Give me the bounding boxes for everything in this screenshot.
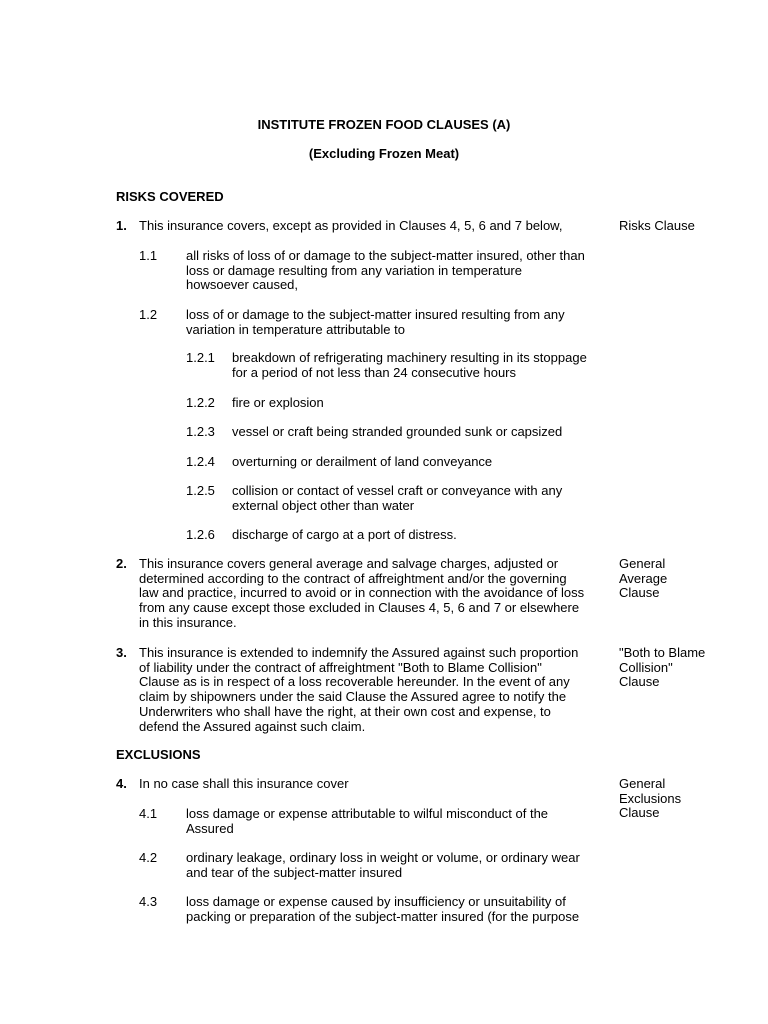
text-line: Average [619, 570, 668, 586]
text-line: loss damage or expense caused by insufficiency or unsuitability of [186, 894, 566, 909]
text-line: Clause as is in respect of a loss recoverable hereunder. In the event of any [139, 674, 570, 690]
document-subtitle: (Excluding Frozen Meat) [308, 146, 460, 161]
clause-margin-title [619, 646, 705, 690]
subclause-number: 4.3 [139, 894, 158, 909]
subclause-text [186, 249, 585, 293]
clause-number: 1. [116, 218, 127, 233]
item-text: discharge of cargo at a port of distress. [232, 527, 457, 542]
text-line: Assured [186, 820, 234, 836]
subclause-text [186, 807, 548, 836]
clause-margin-title [619, 777, 681, 821]
text-line: loss damage or expense attributable to wilful misconduct of the [186, 806, 549, 821]
item-number: 1.2.4 [186, 454, 215, 469]
text-line: Underwriters who shall have the right, at their own cost and expense, to [139, 703, 551, 719]
text-line: of liability under the contract of affreightment "Both to Blame Collision" [139, 659, 542, 675]
text-line: Exclusions [619, 790, 682, 806]
item-number: 1.2.5 [186, 483, 215, 498]
text-line: collision or contact of vessel craft or conveyance with any [232, 483, 563, 498]
text-line: "Both to Blame [619, 645, 706, 660]
text-line: Clause [619, 585, 660, 601]
text-line: packing or preparation of the subject-matter insured (for the purpose [186, 908, 580, 924]
text-line: determined according to the contract of affreightment and/or the governing [139, 570, 567, 586]
subclause-number: 1.2 [139, 307, 158, 322]
clause-number: 4. [116, 776, 127, 791]
text-line: Collision" [619, 659, 673, 675]
item-text: overturning or derailment of land conveyance [232, 454, 493, 469]
clause-number: 3. [116, 645, 127, 660]
text-line: and tear of the subject-matter insured [186, 864, 403, 880]
text-line: variation in temperature attributable to [186, 321, 405, 337]
section-heading-risks-covered: RISKS COVERED [116, 189, 224, 204]
clause-text [139, 646, 578, 734]
text-line: loss of or damage to the subject-matter insured resulting from any [186, 307, 565, 322]
clause-margin-title: Risks Clause [619, 218, 695, 233]
item-number: 1.2.1 [186, 350, 215, 365]
text-line: defend the Assured against such claim. [139, 718, 366, 734]
text-line: in this insurance. [139, 614, 237, 630]
item-text [232, 484, 562, 513]
subclause-number: 4.1 [139, 806, 158, 821]
clause-text: This insurance covers, except as provided in Clauses 4, 5, 6 and 7 below, [139, 218, 563, 233]
clause-text: In no case shall this insurance cover [139, 776, 349, 791]
text-line: howsoever caused, [186, 277, 299, 293]
item-text [232, 351, 587, 380]
subclause-number: 1.1 [139, 248, 158, 263]
subclause-text [186, 895, 579, 924]
item-text: fire or explosion [232, 395, 324, 410]
text-line: all risks of loss of or damage to the subject-matter insured, other than [186, 248, 585, 263]
text-line: from any cause except those excluded in Clauses 4, 5, 6 and 7 or elsewhere [139, 600, 580, 616]
item-number: 1.2.2 [186, 395, 215, 410]
subclause-number: 4.2 [139, 850, 158, 865]
text-line: This insurance covers general average and salvage charges, adjusted or [139, 556, 559, 571]
text-line: law and practice, incurred to avoid or in connection with the avoidance of loss [139, 585, 585, 601]
text-line: This insurance is extended to indemnify the Assured against such proportion [139, 645, 579, 660]
section-heading-exclusions: EXCLUSIONS [116, 747, 201, 762]
clause-text [139, 557, 584, 631]
clause-margin-title [619, 557, 667, 601]
text-line: loss or damage resulting from any variation in temperature [186, 262, 522, 278]
document-title: INSTITUTE FROZEN FOOD CLAUSES (A) [257, 117, 511, 132]
clause-number: 2. [116, 556, 127, 571]
subclause-text [186, 308, 565, 337]
text-line: external object other than water [232, 497, 415, 513]
item-number: 1.2.6 [186, 527, 215, 542]
text-line: for a period of not less than 24 consecutive hours [232, 364, 517, 380]
item-text: vessel or craft being stranded grounded sunk or capsized [232, 424, 563, 439]
text-line: ordinary leakage, ordinary loss in weight or volume, or ordinary wear [186, 850, 580, 865]
text-line: claim by shipowners under the said Clause the Assured agree to notify the [139, 689, 567, 705]
text-line: Clause [619, 674, 660, 690]
text-line: General [619, 776, 666, 791]
text-line: Clause [619, 805, 660, 821]
item-number: 1.2.3 [186, 424, 215, 439]
subclause-text [186, 851, 580, 880]
text-line: General [619, 556, 666, 571]
text-line: breakdown of refrigerating machinery resulting in its stoppage [232, 350, 587, 365]
